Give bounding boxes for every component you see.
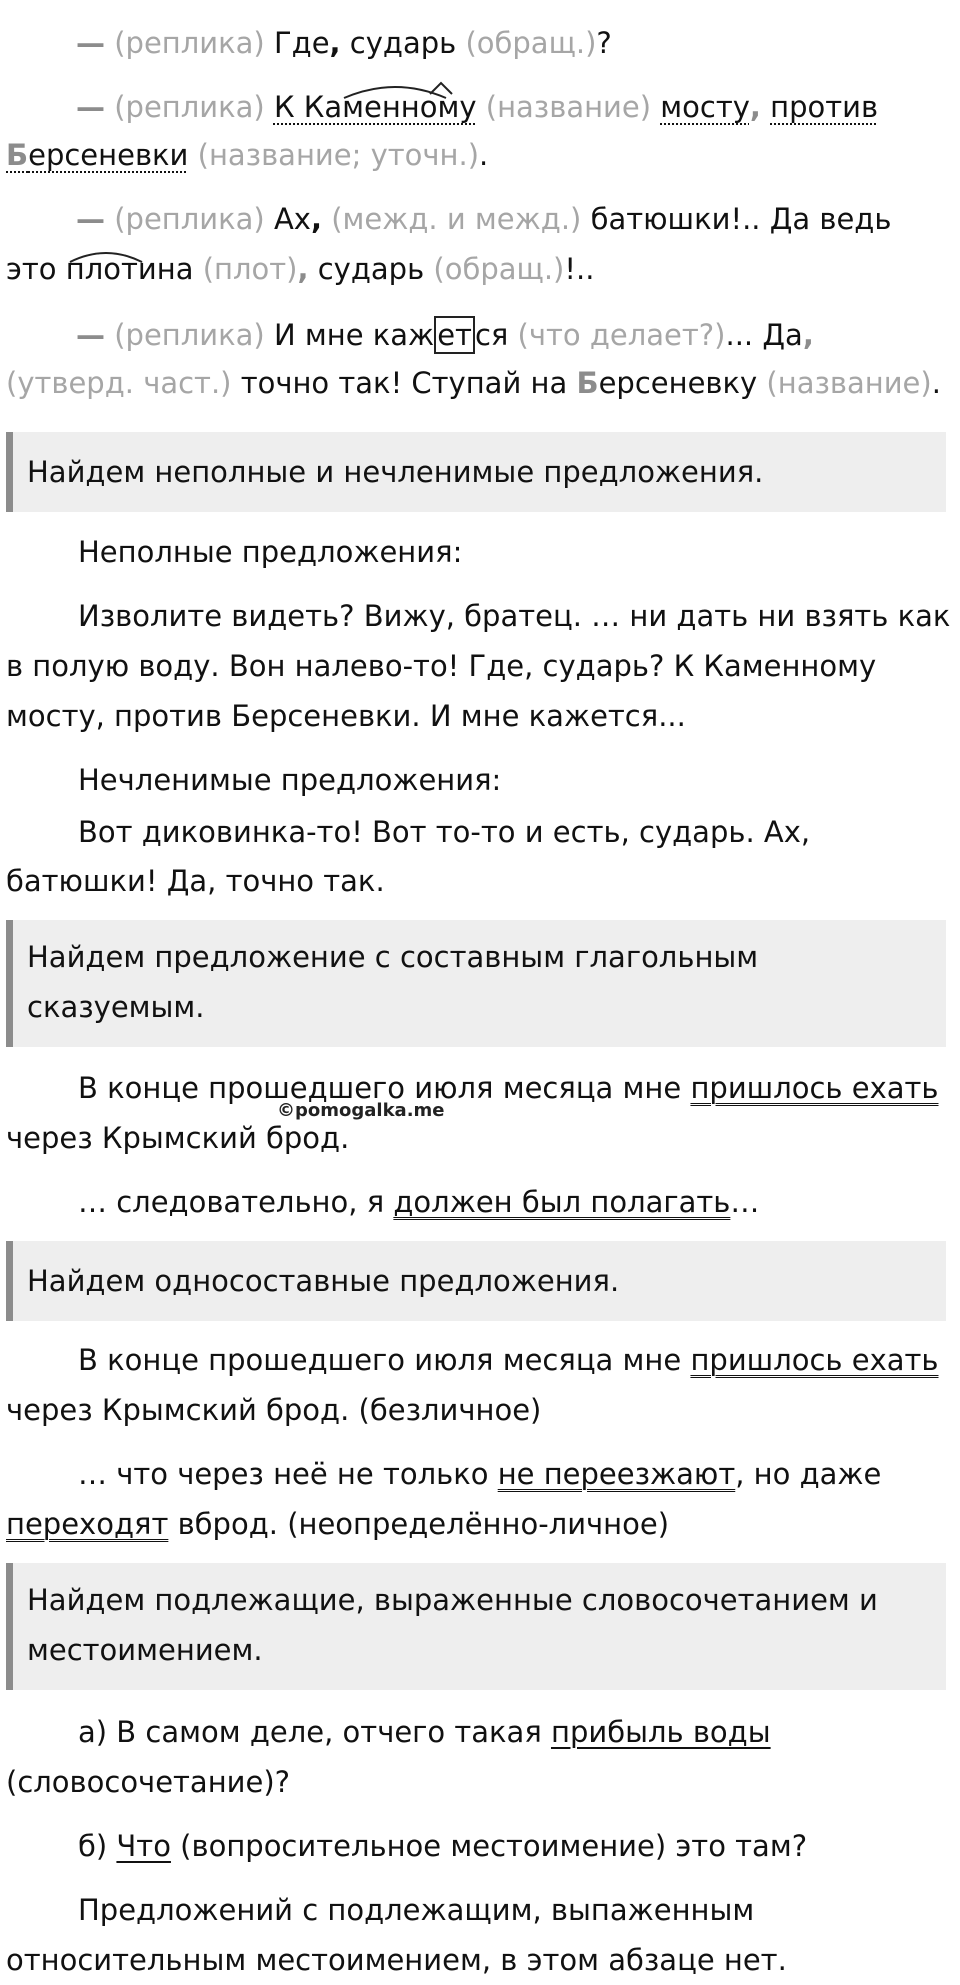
banner-title-line: Найдем подлежащие, выраженные словосочетанием и: [27, 1583, 878, 1617]
banner-title-line: сказуемым.: [27, 990, 205, 1024]
watermark: ©pomogalka.me: [277, 1100, 445, 1121]
banner-title: Найдем неполные и нечленимые предложения.: [27, 455, 764, 489]
text-line: б) Что (вопросительное местоимение) это там?: [78, 1829, 808, 1863]
root-arc-icon: [66, 246, 146, 266]
text-line: В конце прошедшего июля месяца мне пришлось ехать: [78, 1071, 939, 1105]
text-line: батюшки! Да, точно так.: [6, 864, 385, 898]
subject: Что: [116, 1829, 171, 1863]
text-line: Изволите видеть? Вижу, братец. … ни дать ни взять как: [78, 599, 951, 633]
dialogue-line-7: (утверд. част.) точно так! Ступай на Берсеневку (название).: [6, 366, 941, 400]
banner-title: Найдем односоставные предложения.: [27, 1264, 620, 1298]
section-banner-incomplete: [6, 432, 946, 512]
dialogue-line-6: — (реплика) И мне каж ет ся (что делает?)... Да,: [76, 318, 814, 352]
text-line: мосту, против Берсеневки. И мне кажется...: [6, 699, 686, 733]
text-line: (словосочетание)?: [6, 1765, 291, 1799]
predicate: пришлось ехать: [690, 1071, 939, 1105]
text-line: В конце прошедшего июля месяца мне пришлось ехать: [78, 1343, 939, 1377]
section-banner-compound-predicate: [6, 920, 946, 1047]
word-kamennomu: К Каменному: [273, 90, 477, 124]
text-line: Предложений с подлежащим, выпаженным: [78, 1893, 755, 1927]
subheading: Неполные предложения:: [78, 535, 463, 569]
banner-title-line: Найдем предложение с составным глагольным: [27, 940, 759, 974]
dialogue-line-3: Берсеневки (название; уточн.).: [6, 138, 489, 172]
section-banner-one-part: [6, 1241, 946, 1321]
ending-box: ет: [434, 316, 475, 354]
predicate: пришлось ехать: [690, 1343, 939, 1377]
word-plotina: плотина: [65, 252, 194, 286]
predicate: должен был полагать: [393, 1185, 731, 1219]
text-line: а) В самом деле, отчего такая прибыль воды: [78, 1715, 771, 1749]
dialogue-line-2: — (реплика) К Каменному (название) мосту, против: [76, 90, 879, 124]
section-banner-subjects: [6, 1563, 946, 1690]
dialogue-line-1: — (реплика) Где, сударь (обращ.)?: [76, 26, 612, 60]
text-line: … следовательно, я должен был полагать…: [78, 1185, 760, 1219]
banner-title-line: местоимением.: [27, 1633, 263, 1667]
text-line: через Крымский брод. (безличное): [6, 1393, 542, 1427]
text-line: … что через неё не только не переезжают, но даже: [78, 1457, 882, 1491]
dialogue-line-5: это плотина (плот), сударь (обращ.)!..: [6, 252, 595, 286]
dialogue-line-4: — (реплика) Ах, (межд. и межд.) батюшки!.. Да ведь: [76, 202, 892, 236]
text-line: Вот диковинка-то! Вот то-то и есть, сударь. Ах,: [78, 815, 811, 849]
text-line: относительным местоимением, в этом абзаце нет.: [6, 1943, 787, 1977]
predicate: не переезжают: [497, 1457, 736, 1491]
subheading: Нечленимые предложения:: [78, 763, 502, 797]
subject: прибыль воды: [550, 1715, 771, 1749]
text-line: в полую воду. Вон налево-то! Где, сударь? К Каменному: [6, 649, 877, 683]
predicate: переходят: [6, 1507, 169, 1541]
text-line: переходят вброд. (неопределённо-личное): [6, 1507, 670, 1541]
ending-mark-icon: [426, 80, 456, 98]
text-line: через Крымский брод.: [6, 1121, 350, 1155]
